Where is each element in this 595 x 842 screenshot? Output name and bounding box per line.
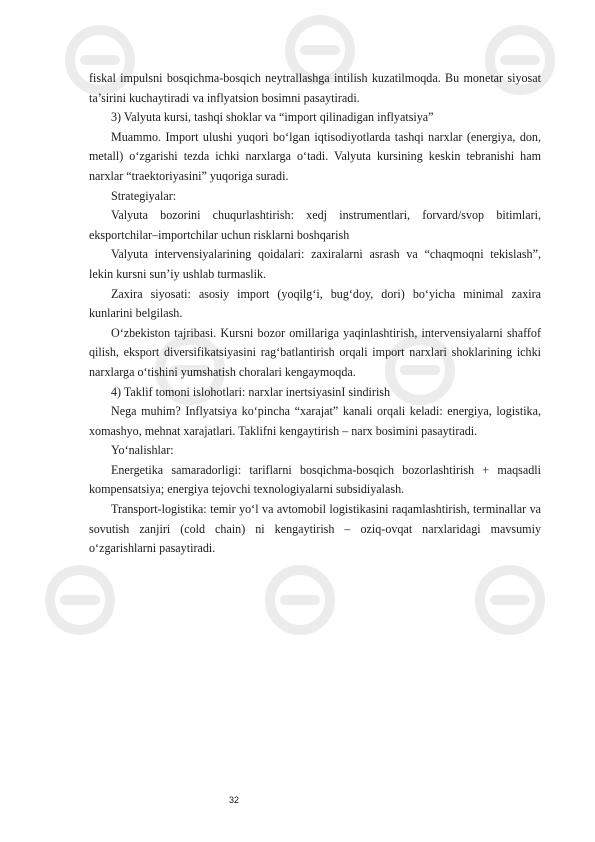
page-number: 32 bbox=[229, 795, 240, 805]
subheading: Yo‘nalishlar: bbox=[111, 443, 174, 458]
document-body bbox=[89, 69, 541, 559]
paragraph: fiskal impulsni bosqichma-bosqich neytrallashga intilish kuzatilmoqda. Bu monetar siyosat ta’sirini kuchaytiradi va inflyatsion bosimni pasaytiradi. bbox=[89, 71, 541, 105]
paragraph: Valyuta bozorini chuqurlashtirish: xedj instrumentlari, forvard/svop bitimlari, eksportchilar–importchilar uchun risklarni boshqarish bbox=[89, 208, 541, 242]
paragraph: Valyuta intervensiyalarining qoidalari: zaxiralarni asrash va “chaqmoqni tekislash”, lekin kursni sun’iy ushlab turmaslik. bbox=[89, 247, 541, 281]
paragraph: Muammo. Import ulushi yuqori bo‘lgan iqtisodiyotlarda tashqi narxlar (energiya, don, metall) o‘zgarishi tezda ichki narxlarga o‘tadi. Valyuta kursining keskin tebranishi ham narxlar “traektoriyasini” yuqoriga suradi. bbox=[89, 129, 541, 183]
section-heading: 4) Taklif tomoni islohotlari: narxlar inertsiyasinI sindirish bbox=[111, 384, 391, 399]
paragraph: Energetika samaradorligi: tariflarni bosqichma-bosqich bozorlashtirish + maqsadli kompensatsiya; energiya tejovchi texnologiyalarni subsidiyalash. bbox=[89, 462, 541, 497]
subheading: Strategiyalar: bbox=[111, 188, 177, 203]
paragraph: Transport-logistika: temir yo‘l va avtomobil logistikasini raqamlashtirish, terminallar va sovutish zanjiri (cold chain) ni kengaytirish – oziq-ovqat narxlaridagi mavsumiy o‘zgarishlarni pasaytiradi. bbox=[89, 502, 541, 556]
paragraph: Nega muhim? Inflyatsiya ko‘pincha “xarajat” kanali orqali keladi: energiya, logistika, xomashyo, mehnat xarajatlari. Taklifni kengaytirish – narx bosimini pasaytiradi. bbox=[89, 404, 541, 438]
section-heading: 3) Valyuta kursi, tashqi shoklar va “import qilinadigan inflyatsiya” bbox=[111, 110, 434, 125]
paragraph: Zaxira siyosati: asosiy import (yoqilg‘i, bug‘doy, dori) bo‘yicha minimal zaxira kunlarini belgilash. bbox=[89, 286, 541, 321]
paragraph: O‘zbekiston tajribasi. Kursni bozor omillariga yaqinlashtirish, intervensiyalarni shaffof qilish, eksport diversifikatsiyasini rag‘batlantirish orqali import narxlari shoklarining ichki narxlarga o‘tishini yumshatish choralari kengaymoqda. bbox=[89, 325, 541, 379]
